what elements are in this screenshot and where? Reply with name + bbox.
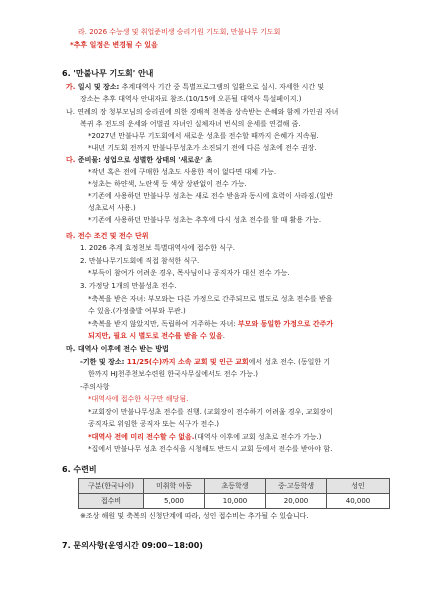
item-ra-line7-text: *축복을 받지 않았지만, 독립하여 거주하는 자녀: (88, 320, 238, 328)
item-ra-heading: 라. 전수 조건 및 전수 단위 (66, 232, 149, 240)
item-ma-line8: *집에서 만불나무 성초 전수식을 시청해도 반드시 교회 등에서 전수를 받아야 함. (88, 445, 333, 453)
item-ra-line7-emphasis: 부모와 동일한 가정으로 간주가 (237, 320, 334, 328)
fee-header-category: 구분(한국나이) (79, 479, 144, 494)
item-ma-deadline-label: -기한 및 장소: (80, 358, 127, 366)
fee-elementary: 10,000 (205, 494, 266, 509)
item-ra-line8-end: . (222, 332, 225, 340)
fee-table-header-row (79, 479, 390, 494)
item-na-line2: 복귀 추 전도의 운세와 어벌권 자녀인 실체자녀 번식의 운세를 연결해 줌. (80, 120, 301, 128)
fee-table-row (79, 494, 390, 509)
fee-header-preschool: 미취학 아동 (144, 479, 205, 494)
item-da-marker: 다. (66, 156, 78, 164)
item-ma-line1 (80, 358, 330, 367)
schedule-line: 라. 2026 수능생 및 취업준비생 승리기원 기도회, 만불나무 기도회 (78, 28, 281, 36)
item-na-line1: 나. 연례의 장 청부모님의 승리권에 의한 경배적 천복음 상속받는 은혜와 함께 가인권 자녀 (66, 108, 339, 116)
item-da-line2: *작년 혹은 전에 구매한 성초도 사용한 적이 없다면 대체 가능. (88, 168, 277, 176)
item-ga-text: 추계대역사 기간 중 특별프로그램의 일환으로 실시. 자세한 시간 및 (119, 83, 325, 91)
section-6-title: 6. '만불나무 기도회' 안내 (62, 69, 154, 78)
fee-header-adult: 성인 (327, 479, 390, 494)
fee-adult: 40,000 (327, 494, 390, 509)
fee-secondary: 20,000 (266, 494, 327, 509)
item-na-line3: *2027년 만불나무 기도회에서 새로운 성초를 전수할 때까지 은혜가 지속됨. (88, 132, 319, 140)
item-ma-line4: *대역사에 접수한 식구만 해당됨. (88, 395, 189, 403)
item-ra-line3: *부득이 참여가 어려운 경우, 목사님이나 공직자가 대신 전수 가능. (88, 269, 290, 277)
item-na-line4: *내년 기도회 전까지 만불나무성초가 소진되기 전에 다른 성초에 전수 권장. (88, 144, 317, 152)
fee-preschool: 5,000 (144, 494, 205, 509)
item-ma-line6: 공직자로 위임한 공직자 또는 식구가 전수.) (88, 420, 220, 428)
item-ra-line6: 수 있음.(가정출발 여부와 무관.) (88, 307, 186, 315)
item-ra-line8-emphasis: 되지만, 필요 시 별도로 전수를 받을 수 있음 (88, 332, 223, 340)
item-ma-line5: *교회장이 만불나무성초 전수를 진행. (교회장이 전수하기 어려울 경우, 교회장이 (88, 408, 333, 416)
item-ra-line1: 1. 2026 추계 효정천보 특별대역사에 접수한 식구. (80, 244, 236, 252)
item-da-heading: 준비물: 성업으로 성별한 상태의 '새로운' 초 (77, 156, 213, 164)
fee-row-label: 접수비 (79, 494, 144, 509)
item-ga-line2: 장소는 추후 대역사 안내자료 참조.(10/15에 오픈될 대역사 특설페이지.) (80, 95, 302, 103)
item-ma-line1-end: 에서 성초 전수. (동일한 기 (248, 358, 331, 366)
fee-header-secondary: 중·고등학생 (266, 479, 327, 494)
item-ma-deadline: 11/25(수)까지 소속 교회 및 인근 교회 (126, 358, 249, 366)
item-ga-line1 (66, 83, 324, 92)
item-ma-line2: 한까지 HJ천주천보수련원 한국사무실에서도 전수 가능.) (88, 370, 258, 378)
item-ma-heading: 마. 대역사 이후에 전수 받는 방법 (66, 345, 169, 353)
item-da-line5: 성초로서 사용.) (88, 204, 136, 212)
fee-header-elementary: 초등학생 (205, 479, 266, 494)
item-ra-line2: 2. 만불나무기도회에 직접 참석한 식구. (80, 257, 200, 265)
item-da-line3: *성초는 하얀색, 노란색 등 색상 상관없이 전수 가능. (88, 180, 247, 188)
item-ma-line7-end: (대역사 이후에 교회 성초로 전수가 가능.) (194, 433, 322, 441)
item-ra-line4: 3. 가정당 1개의 만불성초 전수. (80, 282, 177, 290)
item-ga-heading: 일시 및 장소: (77, 83, 120, 91)
fee-note: ※조상 해원 및 축복의 신청단계에 따라, 성인 접수비는 추가될 수 있습니다. (80, 512, 309, 520)
item-da-line1 (66, 156, 212, 165)
item-da-line4: *기존에 사용하던 만불나무 성초는 새로 전수 받음과 동시에 효력이 사라짐.(일반 (88, 192, 333, 200)
section-7-title: 7. 문의사항(운영시간 09:00~18:00) (62, 541, 203, 550)
item-ma-line7-emphasis: *대역사 전에 미리 전수할 수 없음. (88, 433, 195, 441)
item-da-line6: *기존에 사용하던 만불나무 성초는 추후에 다시 성초 전수를 할 때 활용 가능. (88, 216, 322, 224)
item-ma-line7 (88, 433, 321, 442)
item-ga-marker: 가. (66, 83, 78, 91)
item-ra-line7 (88, 320, 333, 329)
item-ma-line3: -주의사항 (80, 383, 110, 391)
item-ra-line8 (88, 332, 225, 341)
fee-section-title: 6. 수련비 (62, 465, 97, 474)
fee-table (78, 478, 390, 509)
item-ra-line5: *축복을 받은 자녀: 부모와는 다른 가정으로 간주되므로 별도로 성초 전수를 받을 (88, 295, 333, 303)
schedule-note: *추후 일정은 변경될 수 있음 (70, 41, 158, 49)
